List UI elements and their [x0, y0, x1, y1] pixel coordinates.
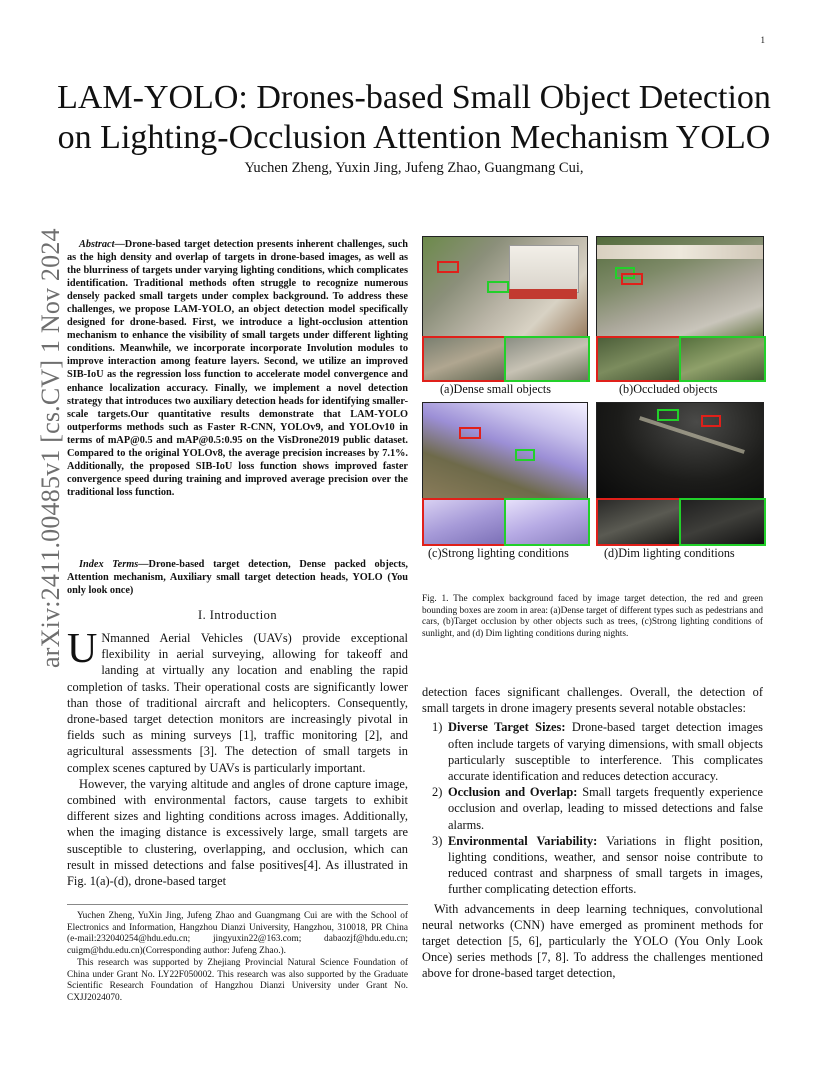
- red-bounding-box: [621, 273, 643, 285]
- panel-c-zoom-green: [504, 498, 590, 546]
- paper-title: [40, 78, 788, 158]
- panel-a-zoom-green: [504, 336, 590, 382]
- abstract-label: Abstract: [79, 239, 115, 250]
- red-bounding-box: [459, 427, 481, 439]
- intro-paragraph-1: Nmanned Aerial Vehicles (UAVs) provide exceptional flexibility in aerial surveying, allowing for takeoff and landing at virtually any location and enabling the rapid completion of tasks. Their operational costs are significantly lower than those of traditional aircraft and helicopters. Consequently, drone-based target detection monitors are increasingly pivotal in fields such as mining surveys [1], traffic monitoring [2], and agricultural assessments [3]. The detection of small targets in complex scenes captured by UAVs is particularly important.: [67, 631, 408, 775]
- panel-a-image: [422, 236, 588, 338]
- page-number: 1: [760, 35, 765, 45]
- title-line-1: LAM-YOLO: Drones-based Small Object Detection: [57, 79, 771, 116]
- right-paragraph-2: With advancements in deep learning techniques, convolutional neural networks (CNN) have emerged as prominent methods for target detection [5, 6], particularly the YOLO (You Only Look Once) series methods [7, 8]. To address the challenges mentioned above for drone-based target detection,: [422, 901, 763, 981]
- introduction-body: [67, 626, 408, 889]
- abstract-text: —Drone-based target detection presents inherent challenges, such as the high density and overlap of targets in drone-based images, as well as the blurriness of targets under varying lighting conditions, which complicates identification. Traditional methods often struggle to recognize numerous densely packed small targets under complex background. To address these challenges, we propose LAM-YOLO, an object detection model specifically designed for drone-based. First, we introduce a light-occlusion attention mechanism to enhance the visibility of small targets under different lighting conditions. Meanwhile, we incorporate incorporate Involution modules to improve interaction among feature layers. Second, we utilize an improved SIB-IoU as the regression loss function to accelerate model convergence and enhance localization accuracy. Finally, we implement a novel detection strategy that introduces two auxiliary detection heads for identifying smaller-scale targets.Our quantitative results demonstrate that LAM-YOLO outperforms methods such as Faster R-CNN, YOLOv9, and YOLOv10 in terms of mAP@0.5 and mAP@0.5:0.95 on the VisDrone2019 public dataset. Compared to the original YOLOv8, the average precision increases by 7.1%. Additionally, the proposed SIB-IoU loss function shows improved faster convergence speed during training and improved average precision over the traditional loss function.: [67, 239, 408, 498]
- subcaption-a: (a)Dense small objects: [440, 382, 552, 396]
- subcaption-b: (b)Occluded objects: [619, 382, 718, 396]
- right-paragraph-1: detection faces significant challenges. Overall, the detection of small targets in drone imagery presents several notable obstacles:: [422, 685, 763, 716]
- green-bounding-box: [515, 449, 535, 461]
- footnote-funding: This research was supported by Zhejiang Provincial Natural Science Foundation of China under Grant No. LY22F050002. This research was also supported by the Graduate Scientific Research Foundation of Hangzhou Dianzi University under Grant No. CXJJ2024070.: [67, 957, 408, 1003]
- green-bounding-box: [657, 409, 679, 421]
- panel-c-image: [422, 402, 588, 500]
- abstract: [67, 238, 408, 499]
- author-list: Yuchen Zheng, Yuxin Jing, Jufeng Zhao, Guangmang Cui,: [244, 160, 584, 176]
- subcaption-c: (c)Strong lighting conditions: [428, 546, 569, 560]
- panel-b-zoom-red: [596, 336, 683, 382]
- list-item: 1) Diverse Target Sizes: Drone-based target detection images often include targets of varying dimensions, with small objects particularly susceptible to interference. This complicates accurate identification and reduces detection accuracy.: [432, 720, 763, 784]
- list-item: 2) Occlusion and Overlap: Small targets frequently experience occlusion and overlap, leading to missed detections and false alarms.: [432, 785, 764, 832]
- footnote-affiliation: Yuchen Zheng, YuXin Jing, Jufeng Zhao and Guangmang Cui are with the School of Electronics and Information, Hangzhou Dianzi University, Hangzhou, 310018, PR China (e-mail:232040254@hdu.edu.cn; jingyuxin22@163.com; dabaozjf@hdu.edu.cn; cuigm@hdu.edu.cn)(Corresponding author: Jufeng Zhao.).: [67, 911, 408, 957]
- index-terms-text: —Drone-based target detection, Dense packed objects, Attention mechanism, Auxiliary small target detection heads, YOLO (You only look once): [67, 559, 408, 597]
- red-bounding-box: [437, 261, 459, 273]
- arxiv-sidebar-stamp: arXiv:2411.00485v1 [cs.CV] 1 Nov 2024: [36, 228, 65, 668]
- panel-b-image: [596, 236, 764, 338]
- panel-c-zoom-red: [422, 498, 508, 546]
- index-terms: [67, 558, 408, 597]
- panel-d-zoom-red: [596, 498, 683, 546]
- drop-cap: U: [67, 626, 98, 672]
- green-bounding-box: [487, 281, 509, 293]
- index-terms-label: Index Terms: [79, 559, 139, 570]
- title-line-2: on Lighting-Occlusion Attention Mechanism YOLO: [57, 119, 771, 156]
- panel-d-image: [596, 402, 764, 500]
- footnote: [67, 904, 408, 1005]
- list-item: 3) Environmental Variability: Variations in flight position, lighting conditions, weather, and sensor noise contribute to reduced contrast and sharpness of small targets in images, further complicating detection efforts.: [432, 833, 763, 897]
- figure-1: [420, 236, 764, 566]
- figure-1-caption: Fig. 1. The complex background faced by image target detection, the red and green bounding boxes are zoom in area: (a)Dense target of different types such as pedestrians and cars, (b)Target occlusion by other objects such as trees, (c)Strong lighting conditions of sunlight, and (d) Dim lighting conditions during nights.: [422, 594, 763, 640]
- subcaption-d: (d)Dim lighting conditions: [604, 546, 735, 560]
- panel-a-zoom-red: [422, 336, 508, 382]
- right-column-body: [422, 684, 763, 982]
- panel-b-zoom-green: [679, 336, 766, 382]
- red-bounding-box: [701, 415, 721, 427]
- section-heading-introduction: I. Introduction: [197, 608, 278, 622]
- obstacle-list: [422, 719, 763, 897]
- intro-paragraph-2: However, the varying altitude and angles of drone capture image, combined with environmental factors, cause targets to exhibit different sizes and lighting conditions across images. Additionally, when the imaging distance is excessively large, small targets are susceptible to clustering, overlapping, and occlusion, which can result in missed detections and false positives[4]. As illustrated in Fig. 1(a)-(d), drone-based target: [67, 776, 408, 889]
- panel-d-zoom-green: [679, 498, 766, 546]
